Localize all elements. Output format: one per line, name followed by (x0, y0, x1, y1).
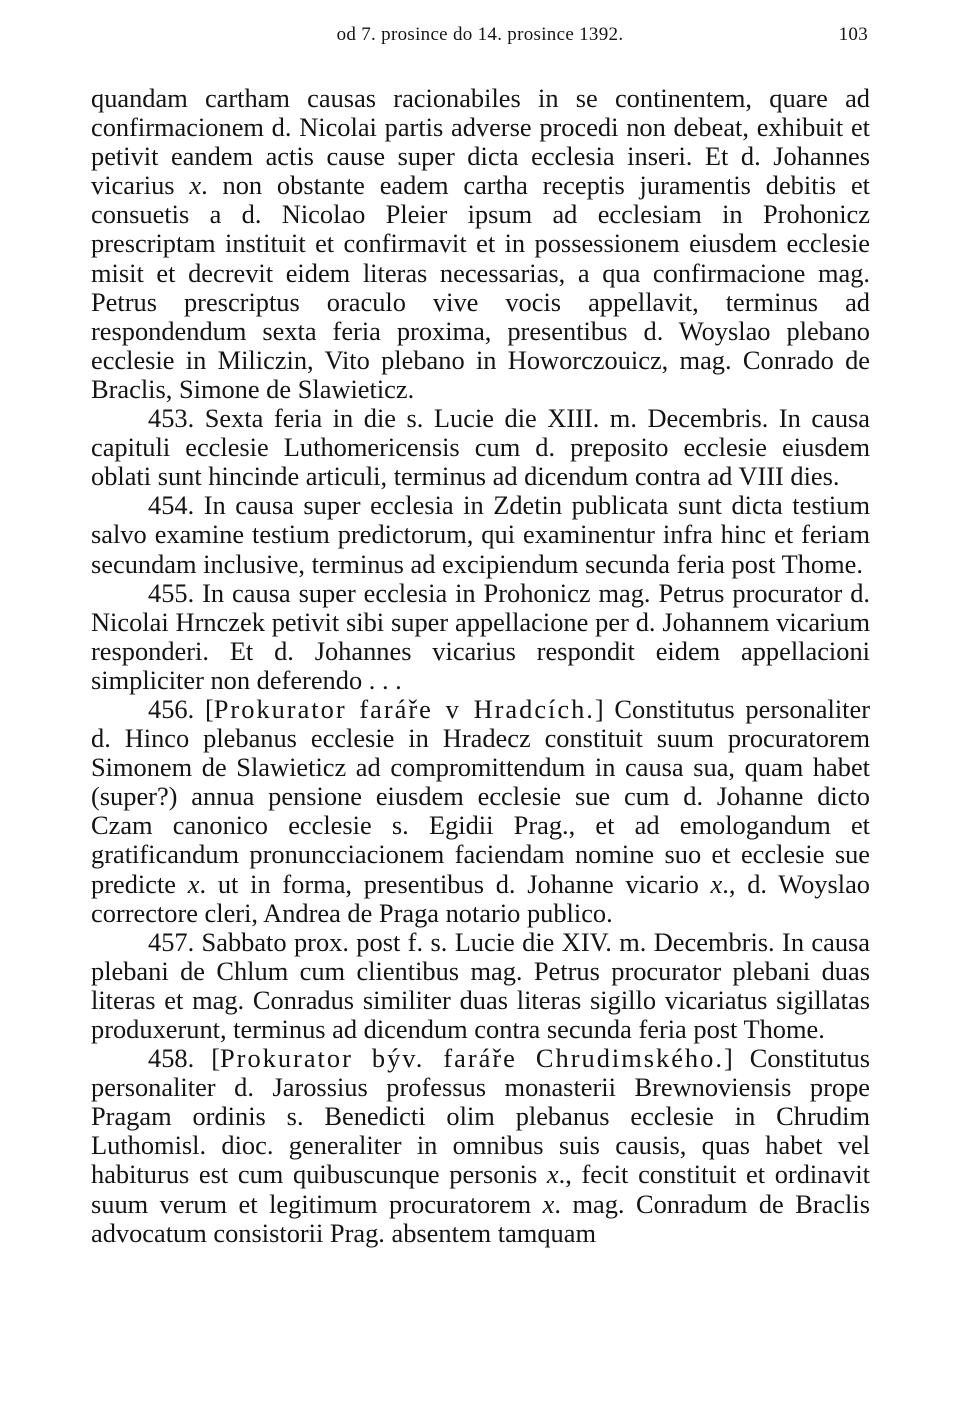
abbrev-mark: x (187, 868, 200, 899)
page-body (91, 84, 870, 1248)
abbrev-mark: x (546, 1159, 559, 1190)
page-header (92, 24, 868, 54)
entry-454: 454. In causa super ecclesia in Zdetin publicata sunt dicta testium salvo examine testium predictorum, qui examinentur infra hinc et feriam secundam inclusive, terminus ad excipiendum secunda feria post Thome. (91, 490, 870, 579)
entry-heading: Prokurator býv. faráře Chrudimského. (220, 1043, 724, 1074)
entry-453: 453. Sexta feria in die s. Lucie die XIII. m. Decembris. In causa capituli ecclesie Luthomericensis cum d. preposito ecclesie eiusdem oblati sunt hincinde articuli, terminus ad dicendum contra ad VIII dies. (91, 403, 870, 492)
entry-heading: Prokurator faráře v Hradcích. (213, 693, 595, 724)
running-head: od 7. prosince do 14. prosince 1392. (336, 24, 624, 45)
entry-457: 457. Sabbato prox. post f. s. Lucie die XIV. m. Decembris. In causa plebani de Chlum cum clientibus mag. Petrus procurator plebani duas literas et mag. Conradus similiter duas literas sigillo vicariatus sigillatas produxerunt, terminus ad dicendum contra secunda feria post Thome. (91, 926, 870, 1044)
abbrev-mark: x (710, 868, 723, 899)
abbrev-mark: x (189, 170, 202, 201)
page-number: 103 (838, 24, 868, 45)
continued-paragraph: quandam cartham causas racionabiles in se continentem, quare ad confirmacionem d. Nicolai partis adverse procedi non debeat, exhibuit et petivit eandem actis cause super dicta ecclesia inseri. Et d. Johannes vicarius x. non obstante eadem cartha receptis juramentis debitis et consuetis a d. Nicolao Pleier ipsum ad ecclesiam in Prohonicz prescriptam instituit et confirmavit et in possessionem eiusdem ecclesie misit et decrevit eidem literas necessarias, a qua confirmacione mag. Petrus prescriptus oraculo vive vocis appellavit, terminus ad respondendum sexta feria proxima, presentibus d. Woyslao plebano ecclesie in Miliczin, Vito plebano in Howorczouicz, mag. Conrado de Braclis, Simone de Slawieticz. (91, 83, 871, 404)
abbrev-mark: x (542, 1188, 555, 1219)
entry-456: 456. [Prokurator faráře v Hradcích.] Constitutus personaliter d. Hinco plebanus ecclesie in Hradecz constituit suum procuratorem Simonem de Slawieticz ad compromittendum in causa sua, quam habet (super?) annua pensione eiusdem ecclesie sue cum d. Johanne dicto Czam canonico ecclesie s. Egidii Prag., et ad emologandum et gratificandum pronuncciacionem faciendam nomine suo et ecclesie sue predicte x. ut in forma, presentibus d. Johanne vicario x., d. Woyslao correctore cleri, Andrea de Praga notario publico. (91, 693, 870, 928)
entry-458: 458. [Prokurator býv. faráře Chrudimského.] Constitutus personaliter d. Jarossius professus monasterii Brewnoviensis prope Pragam ordinis s. Benedicti olim plebanus ecclesie in Chrudim Luthomisl. dioc. generaliter in omnibus suis causis, quas habet vel habiturus est cum quibuscunque personis x., fecit constituit et ordinavit suum verum et legitimum procuratorem x. mag. Conradum de Braclis advocatum consistorii Prag. absentem tamquam (91, 1043, 871, 1248)
entry-455: 455. In causa super ecclesia in Prohonicz mag. Petrus procurator d. Nicolai Hrnczek petivit sibi super appellacione per d. Johannem vicarium responderi. Et d. Johannes vicarius respondit eidem appellacioni simpliciter non deferendo . . . (91, 577, 870, 695)
